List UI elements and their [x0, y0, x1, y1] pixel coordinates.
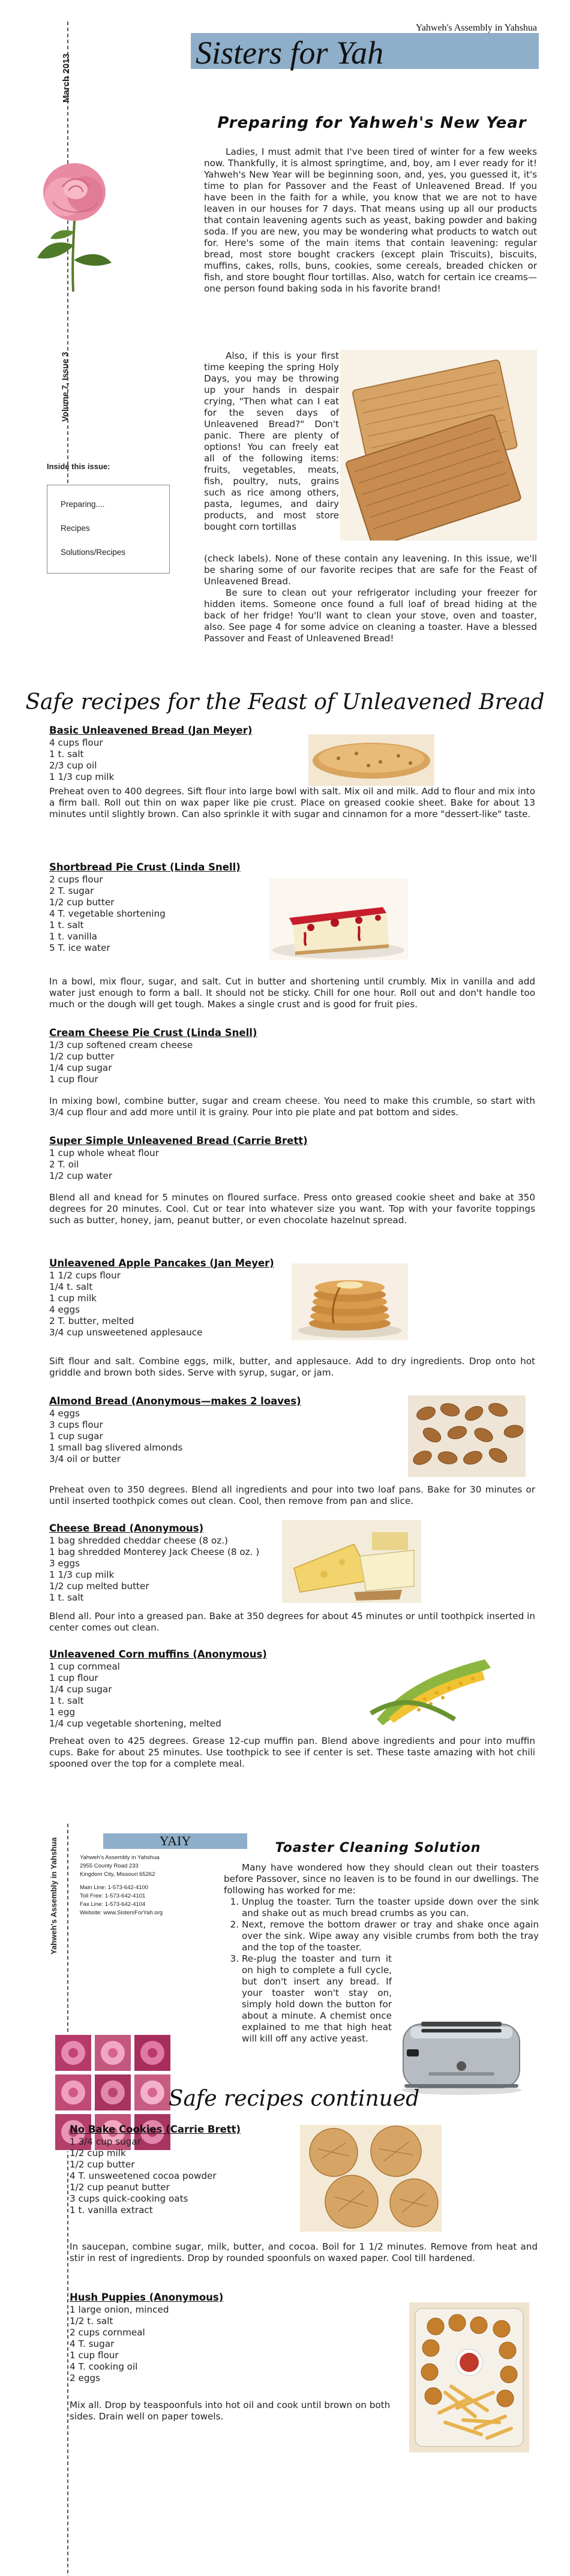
- recipe-title: Basic Unleavened Bread (Jan Meyer): [49, 725, 253, 736]
- ingredient-list: [49, 1148, 301, 1182]
- ingredient: 3 cups flour: [49, 1419, 103, 1430]
- recipe-title: Unleavened Apple Pancakes (Jan Meyer): [49, 1257, 274, 1269]
- contact-line: [80, 1879, 200, 1884]
- toaster-intro: Many have wondered how they should clean out their toasters before Passover, since no leaven is to be found in our dwellings. The following has worked for me:: [224, 1862, 539, 1896]
- ingredient: 4 eggs: [49, 1408, 80, 1419]
- toc-item[interactable]: Preparing....: [61, 500, 105, 509]
- ingredient: 1 t. salt: [49, 749, 84, 759]
- contact-line: Yahweh's Assembly in Yahshua: [80, 1854, 160, 1861]
- ingredient-list: [70, 2304, 322, 2384]
- ingredient: 1 cup milk: [49, 1293, 97, 1304]
- corn-photo: [365, 1647, 497, 1730]
- recipe-instructions: Blend all and knead for 5 minutes on floured surface. Press onto greased cookie sheet and bake at 350 degrees for 20 minutes. Cool. Cut or tear into whatever size you want. Top with your favorite toppings such as butter, honey, jam, peanut butter, or even chocolate hazelnut spread.: [49, 1192, 535, 1226]
- toaster-photo: [392, 2006, 530, 2096]
- ingredient: 4 T. unsweetened cocoa powder: [70, 2170, 217, 2181]
- article-title: Preparing for Yahweh's New Year: [217, 114, 527, 132]
- ingredient: 1/4 cup sugar: [49, 1684, 112, 1695]
- cheesecake-photo: [269, 878, 408, 960]
- recipe-instructions: Sift flour and salt. Combine eggs, milk, butter, and applesauce. Add to dry ingredients. Drop onto hot griddle and brown both sides. Serve with syrup, sugar, or jam.: [49, 1356, 535, 1378]
- toaster-step: 1. Unplug the toaster. Turn the toaster upside down over the sink and shake out as much bread crumbs as you can.: [242, 1896, 539, 1919]
- almonds-photo: [408, 1395, 526, 1477]
- publication-name: Yahweh's Assembly in Yahshua: [415, 23, 537, 33]
- ingredient: 3/4 oil or butter: [49, 1454, 121, 1464]
- ingredient: 4 eggs: [49, 1304, 80, 1315]
- recipe-title: Shortbread Pie Crust (Linda Snell): [49, 861, 241, 873]
- ingredient: 1 t. salt: [49, 920, 84, 930]
- recipe-instructions: Preheat oven to 400 degrees. Sift flour into large bowl with salt. Mix oil and milk. Add to flour and mix into a firm ball. Roll out thin on wax paper like pie crust. Place on greased cookie sheet. Bake for about 13 minutes until slightly brown. Can also sprinkle it with sugar and cinnamon for a more "dessert-like" taste.: [49, 786, 535, 819]
- recipe-instructions: Preheat oven to 350 degrees. Blend all ingredients and pour into two loaf pans. Bake for 30 minutes or until inserted toothpick comes out clean. Cool, then remove from pan and slice.: [49, 1484, 535, 1506]
- ingredient: 1 t. vanilla: [49, 931, 97, 942]
- article-paragraph: Ladies, I must admit that I've been tired of winter for a few weeks now. Thankfully, it is almost springtime, and, boy, am I ever ready for it! Yahweh's New Year will be beginning soon, and, yes, you guessed it, it's time to plan for Passover and the Feast of Unleavened Bread. If you have been in the faith for a while, you know that we are not to have leaven in our houses for 7 days. That means using up all our products that contain leavening agents such as yeast, baking powder and baking soda. If you are new, you may be wondering what products to watch out for. Here's some of the main items that contain leavening: regular bread, most store bought crackers (except plain Triscuits), biscuits, muffins, cakes, rolls, buns, cookies, some cereals, breaded chicken or fish, and store bought flour tortillas. Also, watch for certain ice creams—one person found baking soda in his favorite brand!: [204, 146, 537, 294]
- toc-item[interactable]: Recipes: [61, 524, 90, 533]
- ingredient-list: [49, 737, 301, 783]
- inside-issue-label: Inside this issue:: [47, 462, 110, 471]
- ingredient: 1/2 cup butter: [49, 897, 115, 908]
- ingredient: 1 bag shredded cheddar cheese (8 oz.): [49, 1535, 228, 1546]
- ingredient: 4 T. sugar: [70, 2338, 115, 2349]
- pancakes-photo: [292, 1263, 408, 1340]
- sidebar-divider: [67, 1824, 68, 2576]
- ingredient: 2 cups flour: [49, 874, 103, 885]
- ingredient: 1/2 cup milk: [70, 2148, 126, 2158]
- contact-line: Kingdom City, Missouri 65262: [80, 1871, 155, 1878]
- ingredient: 4 T. vegetable shortening: [49, 908, 166, 919]
- ingredient: 1 cup cornmeal: [49, 1661, 120, 1672]
- ingredient-list: [49, 1270, 301, 1338]
- newsletter-title: Sisters for Yah: [196, 35, 384, 71]
- ingredient: 5 T. ice water: [49, 942, 110, 953]
- continued-heading: Safe recipes continued: [168, 2086, 420, 2111]
- ingredient: 1/4 cup vegetable shortening, melted: [49, 1718, 221, 1729]
- ingredient: 2 T. sugar: [49, 885, 94, 896]
- recipe-instructions: Blend all. Pour into a greased pan. Bake at 350 degrees for about 45 minutes or until toothpick inserted in center comes out clean.: [49, 1611, 535, 1633]
- contact-line: 2955 County Road 233: [80, 1863, 139, 1869]
- recipe-instructions: In mixing bowl, combine butter, sugar and cream cheese. You need to make this crumble, so start with 3/4 cup flour and add more until it is grainy. Pour into pie plate and pat bottom and sides.: [49, 1095, 535, 1118]
- ingredient: 2 T. butter, melted: [49, 1316, 134, 1326]
- ingredient: 1 cup sugar: [49, 1431, 103, 1442]
- ingredient: 1 1/2 cups flour: [49, 1270, 121, 1281]
- cheese-photo: [282, 1520, 421, 1603]
- contact-line: Fax Line: 1-573-642-4104: [80, 1901, 146, 1908]
- toaster-step: 3. Re-plug the toaster and turn it on high to complete a full cycle, but don't insert any bread. If your toaster won't stay on, simply hold down the button for about a minute. A chemist once explained to me that high heat will kill off any active yeast.: [242, 1953, 392, 2044]
- ingredient: 1/3 cup softened cream cheese: [49, 1040, 193, 1050]
- ingredient: 4 T. cooking oil: [70, 2361, 138, 2372]
- ingredient: 1 t. vanilla extract: [70, 2205, 153, 2215]
- contact-line: Main Line: 1-573-642-4100: [80, 1884, 149, 1891]
- recipe-title: Cheese Bread (Anonymous): [49, 1523, 204, 1534]
- ingredient: 1 1/3 cup milk: [49, 1569, 115, 1580]
- ingredient: 3/4 cup unsweetened applesauce: [49, 1327, 203, 1338]
- ingredient: 1 1/3 cup milk: [49, 771, 115, 782]
- recipe-title: Super Simple Unleavened Bread (Carrie Brett): [49, 1135, 308, 1146]
- article-paragraph: Also, if this is your first time keeping the spring Holy Days, you may be throwing up your hands in despair crying, "Then what can I eat for the seven days of Unleavened Bread?" Don't panic. There are plenty of options! You can freely eat all of the following items: fruits, vegetables, meats, fish, poultry, nuts, grains such as rice among others, pasta, legumes, and dairy products, and most store bought corn tortillas: [204, 350, 339, 532]
- recipes-heading: Safe recipes for the Feast of Unleavened Bread: [25, 690, 545, 714]
- recipe-title: Hush Puppies (Anonymous): [70, 2292, 224, 2303]
- ingredient-list: [49, 1040, 301, 1085]
- contact-block: [80, 1854, 200, 1917]
- recipe-instructions: Preheat oven to 425 degrees. Grease 12-cup muffin pan. Blend above ingredients and pour into muffin cups. Bake for about 25 minutes. Use toothpick to see if center is set. These taste amazing with hot chili spooned over the top for a complete meal.: [49, 1736, 535, 1769]
- matzo-photo: [340, 350, 537, 541]
- ingredient: 1 egg: [49, 1707, 76, 1718]
- ingredient: 1/2 cup melted butter: [49, 1581, 149, 1592]
- recipe-instructions: In a bowl, mix flour, sugar, and salt. Cut in butter and shortening until crumbly. Mix in vanilla and add water just enough to form a ball. It should not be sticky. Chill for one hour. Roll out and don't handle too much or the dough will get tough. Makes a single crust and is good for fruit pies.: [49, 976, 535, 1010]
- toaster-step: 2. Next, remove the bottom drawer or tray and shake once again over the sink. Wipe away any visible crumbs from both the tray and the top of the toaster.: [242, 1919, 539, 1953]
- ingredient: 2 eggs: [70, 2373, 101, 2383]
- rose-illustration: [26, 155, 122, 293]
- ingredient: 1/2 cup peanut butter: [70, 2182, 170, 2193]
- ingredient: 3 eggs: [49, 1558, 80, 1569]
- article-paragraph-continuation: (check labels). None of these contain any leavening. In this issue, we'll be sharing some of our favorite recipes that are safe for the Feast of Unleavened Bread.: [204, 553, 537, 587]
- ingredient: 2 T. oil: [49, 1159, 79, 1170]
- contact-line: Website: www.SistersForYah.org: [80, 1910, 163, 1916]
- recipe-instructions: Mix all. Drop by teaspoonfuls into hot oil and cook until brown on both sides. Drain well on paper towels.: [70, 2400, 391, 2422]
- ingredient: 2/3 cup oil: [49, 760, 97, 771]
- recipe-title: Cream Cheese Pie Crust (Linda Snell): [49, 1027, 257, 1038]
- ingredient-list: [49, 1661, 301, 1730]
- ingredient: 4 cups flour: [49, 737, 103, 748]
- hush-puppies-photo: [409, 2302, 529, 2452]
- ingredient: 1/4 t. salt: [49, 1281, 93, 1292]
- contact-line: Toll Free: 1-573-642-4101: [80, 1893, 146, 1899]
- article-paragraph: Be sure to clean out your refrigerator including your freezer for hidden items. Someone once found a full loaf of bread hiding at the back of her fridge! You'll want to clean your stove, oven and toaster, also. See page 4 for some advice on cleaning a toaster. Have a blessed Passover and Feast of Unleavened Bread!: [204, 587, 537, 644]
- recipe-title: No Bake Cookies (Carrie Brett): [70, 2124, 241, 2135]
- ingredient: 1 3/4 cup sugar: [70, 2136, 141, 2147]
- ingredient-list: [49, 874, 301, 954]
- ingredient: 1/2 cup butter: [70, 2159, 135, 2170]
- flatbread-photo: [308, 734, 434, 786]
- ingredient-list: [70, 2136, 322, 2216]
- recipe-title: Unleavened Corn muffins (Anonymous): [49, 1649, 267, 1660]
- article-paragraph: [204, 553, 537, 649]
- ingredient: 3 cups quick-cooking oats: [70, 2193, 188, 2204]
- ingredient: 1 cup flour: [70, 2350, 119, 2361]
- issue-date: March 2013: [61, 53, 71, 103]
- ingredient: 2 cups cornmeal: [70, 2327, 145, 2338]
- ingredient-list: [49, 1535, 301, 1604]
- ingredient: 1/2 cup water: [49, 1170, 112, 1181]
- volume-issue: Volume 7, Issue 3: [60, 352, 70, 422]
- yaiy-logo-text: YAIY: [159, 1833, 191, 1848]
- ingredient: 1 t. salt: [49, 1695, 84, 1706]
- toc-item[interactable]: Solutions/Recipes: [61, 548, 126, 557]
- ingredient: 1/2 t. salt: [70, 2316, 113, 2326]
- recipe-instructions: In saucepan, combine sugar, milk, butter, and cocoa. Boil for 1 1/2 minutes. Remove from heat and stir in rest of ingredients. Drop by rounded spoonfuls on waxed paper. Cool till hardened.: [70, 2241, 538, 2263]
- ingredient: 1 bag shredded Monterey Jack Cheese (8 oz. ): [49, 1547, 260, 1557]
- toaster-title: Toaster Cleaning Solution: [275, 1841, 481, 1856]
- ingredient: 1 t. salt: [49, 1592, 84, 1603]
- ingredient: 1 small bag slivered almonds: [49, 1442, 183, 1453]
- side-publication: Yahweh's Assembly in Yahshua: [49, 1837, 58, 1954]
- ingredient: 1 cup flour: [49, 1074, 98, 1085]
- ingredient: 1/4 cup sugar: [49, 1062, 112, 1073]
- ingredient: 1/2 cup butter: [49, 1051, 115, 1062]
- ingredient: 1 cup flour: [49, 1673, 98, 1683]
- ingredient: 1 large onion, minced: [70, 2304, 169, 2315]
- table-of-contents: [47, 485, 170, 574]
- cookies-photo: [300, 2125, 442, 2232]
- ingredient-list: [49, 1408, 301, 1465]
- recipe-title: Almond Bread (Anonymous—makes 2 loaves): [49, 1395, 301, 1407]
- ingredient: 1 cup whole wheat flour: [49, 1148, 159, 1158]
